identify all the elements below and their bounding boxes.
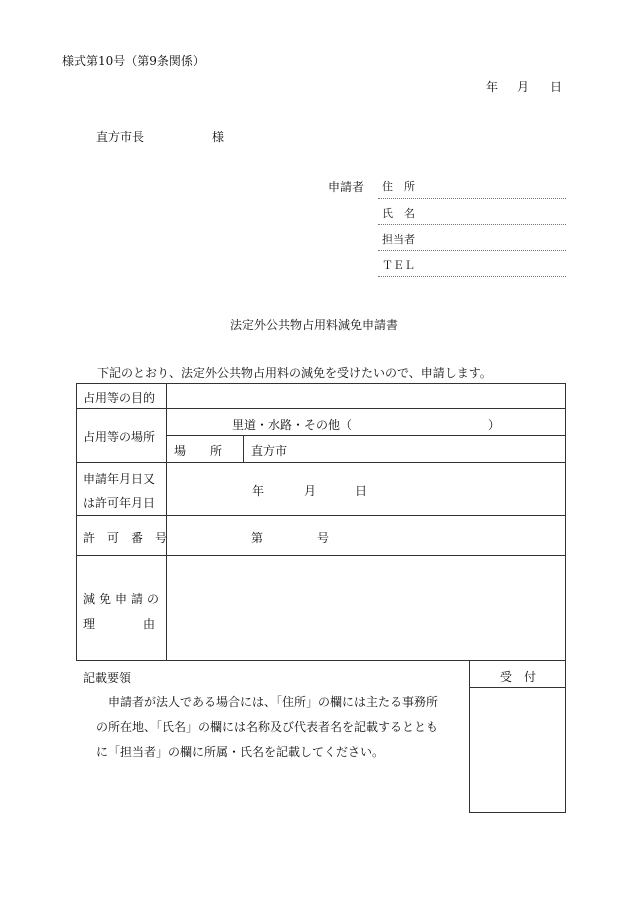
table-label-divider [166,383,167,661]
table-date-day: 日 [355,484,368,498]
addressee-honorific: 様 [212,130,225,144]
notes-line-2: の所在地、「氏名」の欄には名称及び代表者名を記載するととも [96,720,439,734]
row-divider-2 [76,462,566,463]
applicant-field-name: 氏 名 [382,207,415,220]
permit-prefix: 第 [251,531,264,545]
row-divider-location-inner [166,435,566,436]
reason-label-line1: 減免申請の [83,592,164,606]
place-value: 直方市 [251,444,288,458]
permit-suffix: 号 [317,531,330,545]
notes-line-3: に「担当者」の欄に所属・氏名を記載してください。 [96,745,385,759]
notes-heading: 記載要領 [83,671,132,685]
applicant-name-line [378,224,566,225]
date-year-label: 年 [486,80,499,94]
form-number: 様式第10号（第9条関係） [62,54,205,68]
addressee-mayor: 直方市長 [96,130,145,144]
date-label-line1: 申請年月日又 [83,472,156,486]
place-label: 場 所 [174,444,223,458]
purpose-label: 占用等の目的 [83,391,156,405]
table-date-month: 月 [304,484,317,498]
applicant-address-line [378,198,566,199]
row-divider-1 [76,408,566,409]
applicant-field-address: 住 所 [382,180,415,193]
row-divider-4 [76,555,566,556]
location-close-paren: ） [488,418,501,432]
table-date-year: 年 [252,484,265,498]
permit-label: 許 可 番 号 [83,531,168,545]
notes-line-1: 申請者が法人である場合には、「住所」の欄には主たる事務所 [108,695,439,709]
date-month-label: 月 [517,80,530,94]
date-day-label: 日 [550,80,563,94]
row-divider-3 [76,515,566,516]
applicant-field-tel: ＴＥＬ [382,259,415,272]
reason-label-line2: 理 由 [83,617,156,631]
receipt-header-divider [469,687,566,688]
intro-text: 下記のとおり、法定外公共物占用料の減免を受けたいので、申請します。 [97,366,492,380]
location-label: 占用等の場所 [83,430,156,444]
place-cell-divider [243,435,244,462]
document-title: 法定外公共物占用料減免申請書 [230,318,399,332]
date-label-line2: は許可年月日 [83,496,156,510]
applicant-field-contact: 担当者 [382,233,415,246]
receipt-label: 受 付 [500,670,537,684]
applicant-label: 申請者 [328,180,365,194]
applicant-tel-line [378,276,566,277]
applicant-contact-line [378,250,566,251]
location-options: 里道・水路・その他（ [232,418,353,432]
